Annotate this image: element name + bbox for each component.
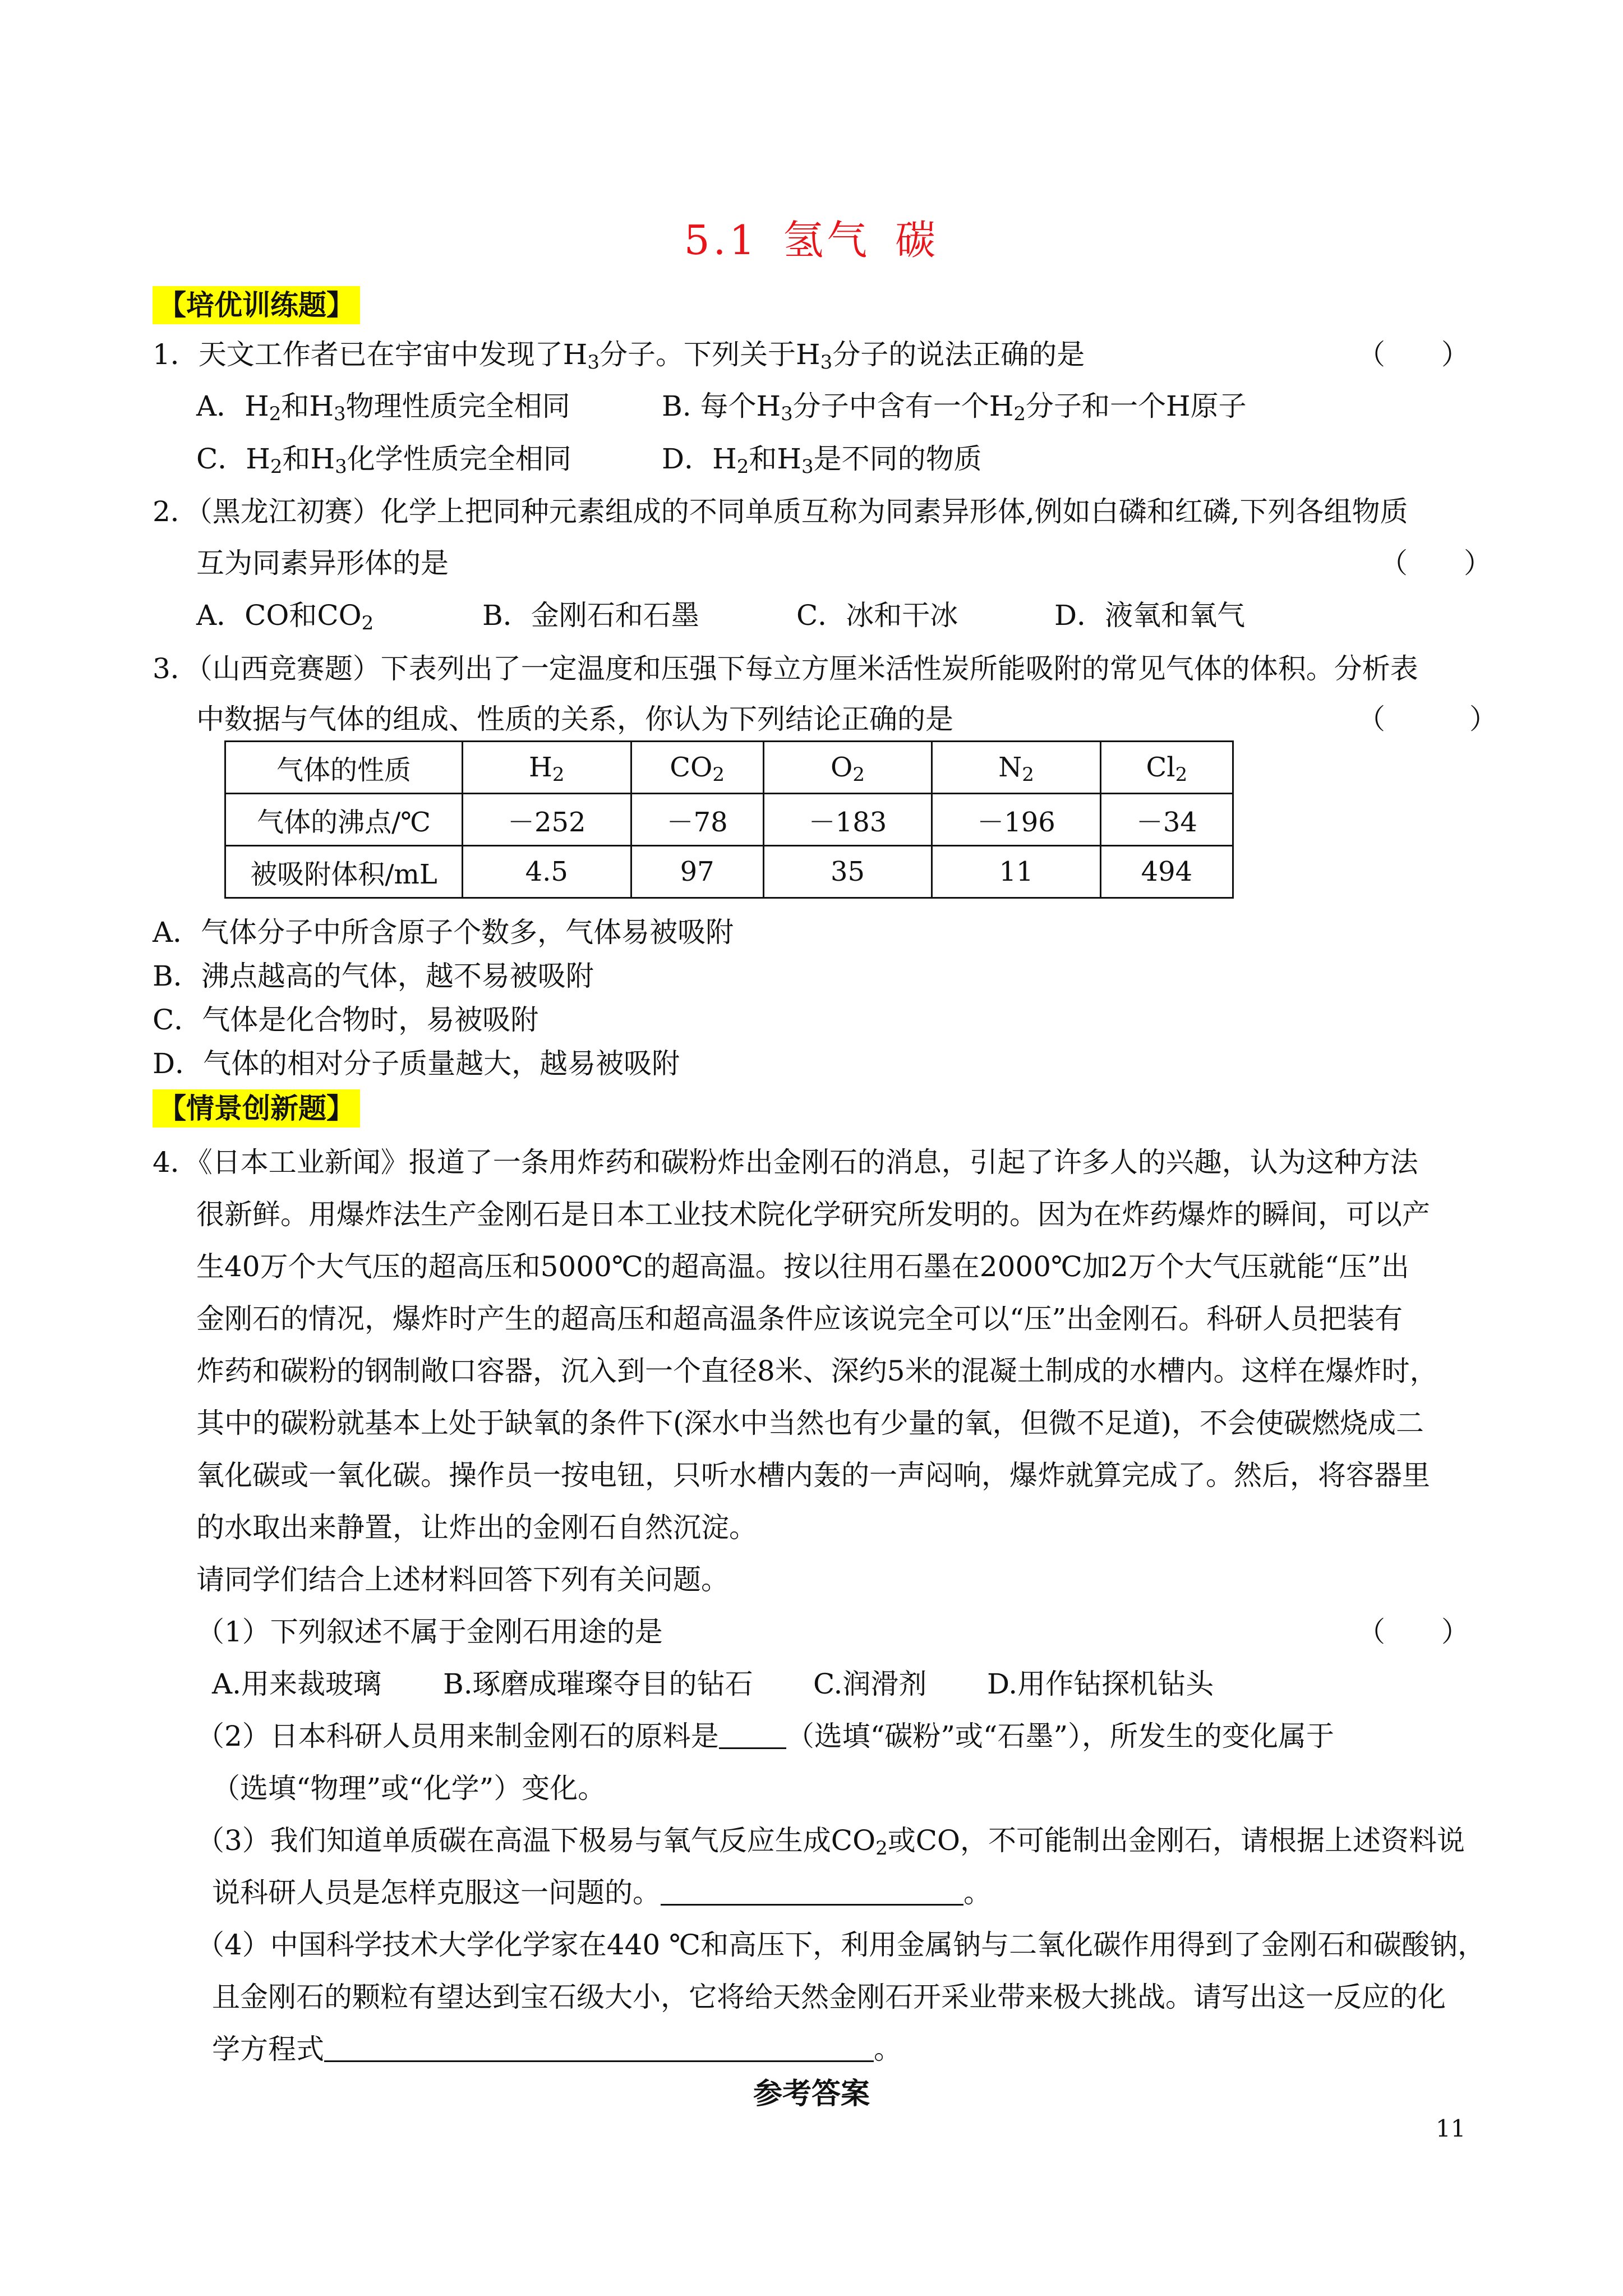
subquestion-1-answer-blank: （ ） [1357, 1616, 1469, 1648]
question-2-option-d: D．液氧和氧气 [1054, 599, 1246, 632]
question-1-option-d: D．$H_2$和$H_3$是不同的物质 [662, 443, 982, 478]
table-header-cell: $Cl_2$ [1100, 742, 1233, 794]
passage-line: 请同学们结合上述材料回答下列有关问题。 [196, 1563, 729, 1596]
table-cell: 被吸附体积/mL [225, 846, 463, 898]
table-header-cell: $H_2$ [463, 742, 631, 794]
table-cell: －78 [631, 794, 763, 846]
section-tag-scenario: 【情景创新题】 [153, 1089, 360, 1128]
table-header-cell: 气体的性质 [225, 742, 463, 794]
table-header-cell: $CO_2$ [631, 742, 763, 794]
subquestion-1-option-a: A.用来裁玻璃 [212, 1668, 382, 1700]
subquestion-3-line-1: （3）我们知道单质碳在高温下极易与氧气反应生成$CO_2$或CO，不可能制出金刚石，请根据上述资料说 [196, 1824, 1465, 1860]
question-1-option-b: B. 每个$H_3$分子中含有一个$H_2$分子和一个H原子 [662, 390, 1247, 425]
table-cell: 494 [1100, 846, 1233, 898]
table-cell: 97 [631, 846, 763, 898]
answer-heading: 参考答案 [753, 2077, 870, 2111]
passage-line: 金刚石的情况，爆炸时产生的超高压和超高温条件应该说完全可以“压”出金刚石。科研人员把装有 [196, 1303, 1403, 1335]
subquestion-1-option-d: D.用作钻探机钻头 [987, 1668, 1214, 1700]
table-cell: －196 [932, 794, 1101, 846]
table-cell: －34 [1100, 794, 1233, 846]
subquestion-4-line-1: （4）中国科学技术大学化学家在440 ℃和高压下，利用金属钠与二氧化碳作用得到了金刚石和碳酸钠， [196, 1929, 1486, 1961]
page-number: 11 [1436, 2115, 1466, 2142]
question-2-option-b: B．金刚石和石墨 [482, 599, 699, 632]
passage-line: 炸药和碳粉的钢制敞口容器，沉入到一个直径8米、深约5米的混凝土制成的水槽内。这样在爆炸时， [196, 1355, 1438, 1387]
subquestion-4-line-2: 且金刚石的颗粒有望达到宝石级大小，它将给天然金刚石开采业带来极大挑战。请写出这一反应的化 [212, 1981, 1446, 2013]
question-3-line-2: 中数据与气体的组成、性质的关系，你认为下列结论正确的是 [196, 703, 953, 735]
page-title: 5.1 氢气 碳 [684, 217, 939, 264]
question-1-option-a: A．$H_2$和$H_3$物理性质完全相同 [196, 390, 570, 425]
passage-line: 其中的碳粉就基本上处于缺氧的条件下(深水中当然也有少量的氧，但微不足道)，不会使碳燃烧成二 [196, 1407, 1424, 1439]
subquestion-3-line-2: 说科研人员是怎样克服这一问题的。 。 [212, 1876, 992, 1909]
question-3-option-b: B．沸点越高的气体，越不易被吸附 [153, 960, 594, 992]
subquestion-4-line-3: 学方程式 。 [212, 2033, 902, 2065]
table-cell: 11 [932, 846, 1101, 898]
answer-blank-line[interactable] [719, 1719, 786, 1749]
table-cell: 35 [763, 846, 932, 898]
question-3-option-a: A．气体分子中所含原子个数多，气体易被吸附 [153, 916, 734, 949]
passage-line: 的水取出来静置，让炸出的金刚石自然沉淀。 [196, 1511, 757, 1544]
answer-blank-line[interactable] [324, 2032, 874, 2062]
table-header-cell: $N_2$ [932, 742, 1101, 794]
subquestion-2-line-2: （选填“物理”或“化学”）变化。 [212, 1772, 606, 1805]
question-3-answer-blank: （ ） [1357, 703, 1497, 735]
passage-line: 4．《日本工业新闻》报道了一条用炸药和碳粉炸出金刚石的消息，引起了许多人的兴趣，认为这种方法 [153, 1146, 1418, 1179]
question-3-option-c: C．气体是化合物时，易被吸附 [153, 1004, 539, 1036]
question-1-answer-blank: （ ） [1357, 338, 1469, 371]
subquestion-1: （1）下列叙述不属于金刚石用途的是 [196, 1616, 663, 1648]
question-2-answer-blank: （ ） [1380, 547, 1492, 579]
passage-line: 氧化碳或一氧化碳。操作员一按电钮，只听水槽内轰的一声闷响，爆炸就算完成了。然后，将容器里 [196, 1459, 1430, 1492]
table-header-cell: $O_2$ [763, 742, 932, 794]
subquestion-1-option-c: C.润滑剂 [813, 1668, 927, 1700]
question-1-stem: 1．天文工作者已在宇宙中发现了$H_3$分子。下列关于$H_3$分子的说法正确的是 [153, 338, 1085, 374]
table-cell: 气体的沸点/℃ [225, 794, 463, 846]
question-2-option-c: C．冰和干冰 [796, 599, 958, 632]
table-row [225, 846, 1233, 898]
passage-line: 生40万个大气压的超高压和5000℃的超高温。按以往用石墨在2000℃加2万个大气压就能“压”出 [196, 1250, 1409, 1283]
table-cell: －183 [763, 794, 932, 846]
question-1-option-c: C．$H_2$和$H_3$化学性质完全相同 [196, 443, 571, 478]
table-row [225, 794, 1233, 846]
question-2-option-a: A．CO和$CO_2$ [196, 599, 374, 634]
question-3-line-1: 3．（山西竞赛题）下表列出了一定温度和压强下每立方厘米活性炭所能吸附的常见气体的体积。分析表 [153, 652, 1418, 685]
subquestion-2-line-1: （2）日本科研人员用来制金刚石的原料是 （选填“碳粉”或“石墨”），所发生的变化属于 [196, 1720, 1335, 1752]
section-tag-training: 【培优训练题】 [153, 286, 360, 324]
table-row [225, 742, 1233, 794]
question-2-line-2: 互为同素异形体的是 [196, 547, 449, 579]
passage-line: 很新鲜。用爆炸法生产金刚石是日本工业技术院化学研究所发明的。因为在炸药爆炸的瞬间，可以产 [196, 1198, 1430, 1231]
table-cell: －252 [463, 794, 631, 846]
subquestion-1-option-b: B.琢磨成璀璨夺目的钻石 [443, 1668, 753, 1700]
question-3-option-d: D．气体的相对分子质量越大，越易被吸附 [153, 1047, 680, 1080]
gas-adsorption-table [224, 740, 1234, 899]
answer-blank-line[interactable] [661, 1876, 963, 1906]
question-2-line-1: 2．（黑龙江初赛）化学上把同种元素组成的不同单质互称为同素异形体,例如白磷和红磷,下列各组物质 [153, 495, 1408, 528]
table-cell: 4.5 [463, 846, 631, 898]
